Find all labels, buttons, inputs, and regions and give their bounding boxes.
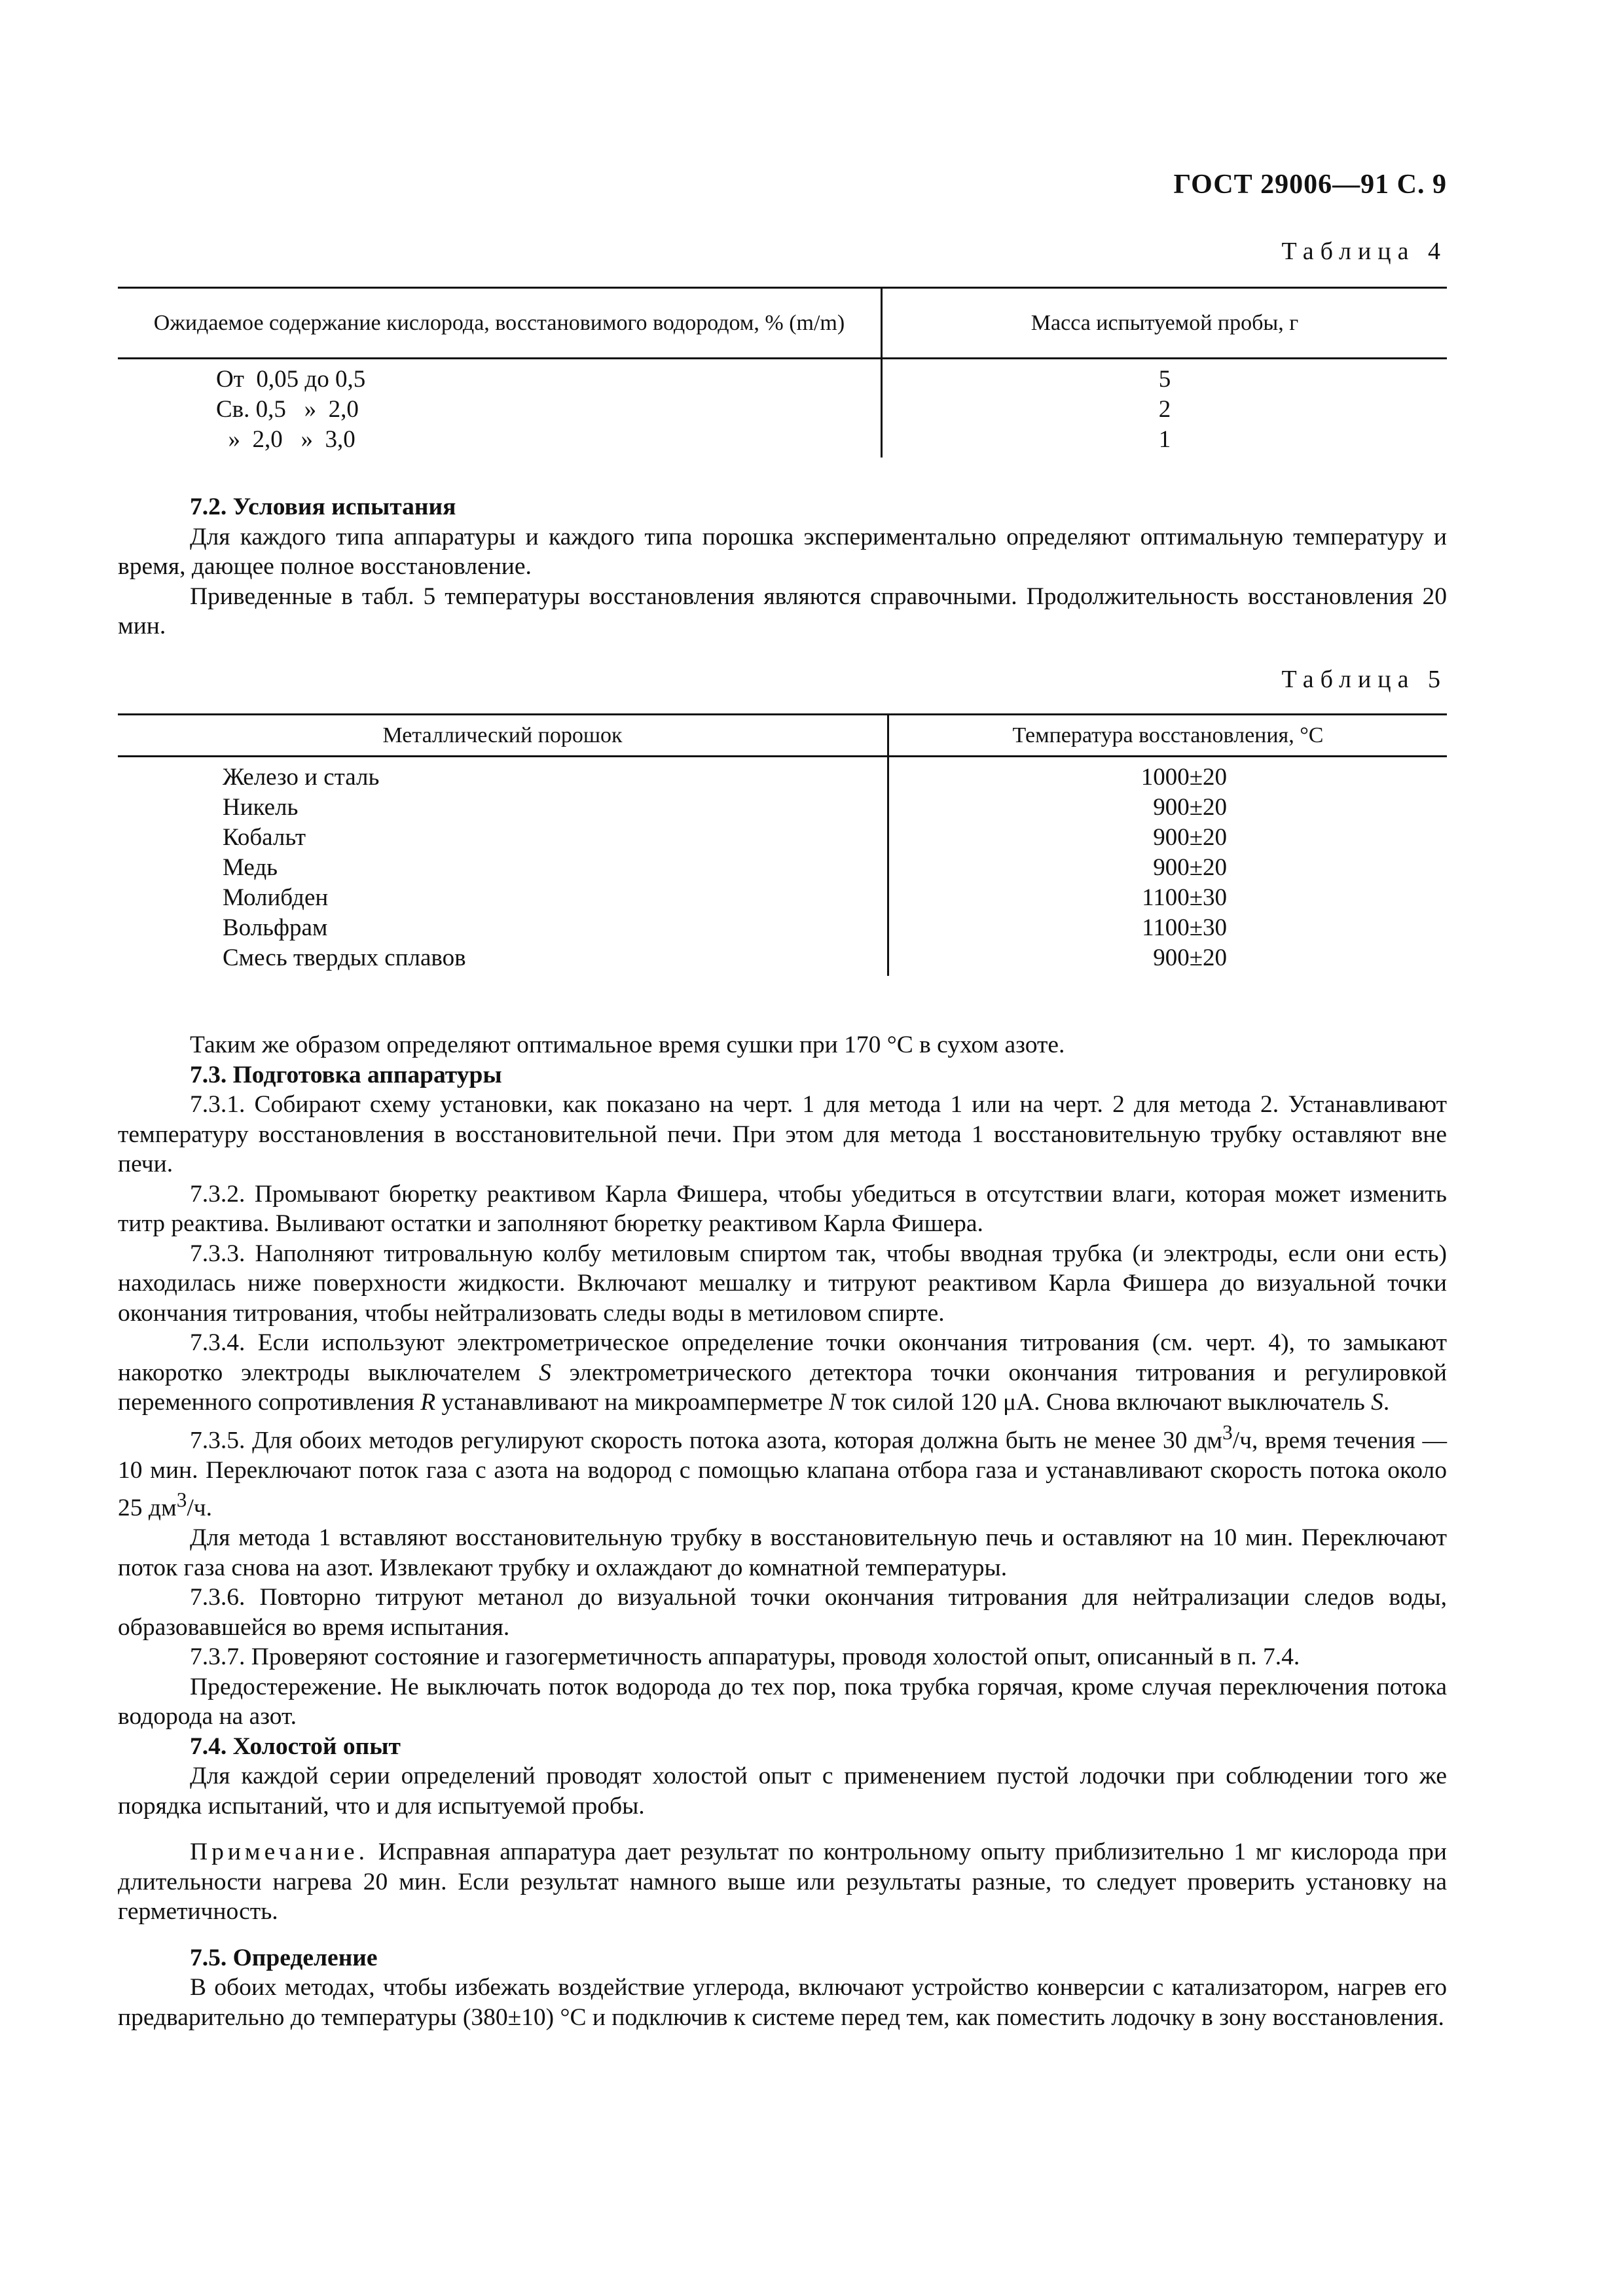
table-row: [118, 757, 1447, 793]
paragraph: Приведенные в табл. 5 температуры восстановления являются справочными. Продолжительность восстановления 20 мин.: [118, 583, 1447, 639]
paragraph: 7.3.2. Промывают бюретку реактивом Карла Фишера, чтобы убедиться в отсутствии влаги, которая может изменить титр реактива. Выливают остатки и заполняют бюретку реактивом Карла Фишера.: [118, 1180, 1447, 1237]
table5-col2-header: Температура восстановления, °С: [888, 715, 1448, 757]
table5-metal: Смесь твердых сплавов: [223, 944, 466, 971]
table4-col1-header: Ожидаемое содержание кислорода, восстановимого водородом, % (m/m): [118, 288, 882, 359]
table4-mass: 2: [882, 395, 1448, 425]
paragraph: Для каждого типа аппаратуры и каждого типа порошка экспериментально определяют оптимальную температуру и время, дающее полное восстановление.: [118, 523, 1447, 580]
table-row: [118, 395, 1447, 425]
paragraph: Таким же образом определяют оптимальное время сушки при 170 °С в сухом азоте.: [190, 1031, 1065, 1058]
main-body: [118, 1030, 1447, 2032]
table-row: [118, 943, 1447, 976]
table5-metal: Вольфрам: [223, 914, 328, 941]
table4-mass: 5: [882, 359, 1448, 395]
note-label: Примечание.: [190, 1839, 369, 1865]
paragraph: В обоих методах, чтобы избежать воздействие углерода, включают устройство конверсии с катализатором, нагрев его предварительно до температуры (380±10) °С и подключив к системе перед тем, как поместить лодочку в зону восстановления.: [118, 1974, 1447, 2031]
note-paragraph: Примечание. Исправная аппаратура дает результат по контрольному опыту приблизительно 1 мг кислорода при длительности нагрева 20 мин. Если результат намного выше или результаты разные, то следует проверить установку на герметичность.: [118, 1839, 1447, 1925]
table-row: [118, 425, 1447, 457]
section-7-2: [118, 492, 1447, 641]
section-heading: 7.4. Холостой опыт: [190, 1732, 401, 1760]
table5-metal: Железо и сталь: [223, 764, 380, 791]
paragraph: 7.3.1. Собирают схему установки, как показано на черт. 1 для метода 1 или на черт. 2 для метода 2. Устанавливают температуру восстановления в восстановительной печи. При этом для метода 1 восстановительную трубку оставляют вне печи.: [118, 1091, 1447, 1177]
paragraph: 7.3.5. Для обоих методов регулируют скорость потока азота, которая должна быть не менее 30 $дм^3/ч$, время течения — 10 мин. Переключают поток газа с азота на водород с помощью клапана отбора газа и устанавливают скорость потока около 25 $дм^3/ч$.: [118, 1420, 1447, 1522]
section-heading: 7.5. Определение: [190, 1944, 378, 1971]
table5-metal: Молибден: [223, 884, 329, 911]
table4-range: Св. 0,5 » 2,0: [216, 396, 359, 423]
page-header: ГОСТ 29006—91 С. 9: [1173, 170, 1447, 200]
table5-temp: 900±20: [888, 793, 1448, 823]
table-row: [118, 359, 1447, 395]
table4: [118, 287, 1447, 457]
table4-col2-header: Масса испытуемой пробы, г: [882, 288, 1448, 359]
section-heading: 7.3. Подготовка аппаратуры: [190, 1061, 502, 1088]
table-row: [118, 793, 1447, 823]
table4-mass: 1: [882, 425, 1448, 457]
table5-temp: 900±20: [888, 943, 1448, 976]
table4-range: » 2,0 » 3,0: [216, 426, 356, 453]
table4-range: От 0,05 до 0,5: [216, 366, 366, 393]
paragraph: Для каждой серии определений проводят холостой опыт с применением пустой лодочки при соблюдении того же порядка испытаний, что и для испытуемой пробы.: [118, 1763, 1447, 1820]
table5-caption: Таблица 5: [1281, 666, 1447, 693]
paragraph: 7.3.6. Повторно титруют метанол до визуальной точки окончания титрования для нейтрализации следов воды, образовавшейся во время испытания.: [118, 1584, 1447, 1641]
paragraph: 7.3.3. Наполняют титровальную колбу метиловым спиртом так, чтобы вводная трубка (и электроды, если они есть) находилась ниже поверхности жидкости. Включают мешалку и титруют реактивом Карла Фишера до визуальной точки окончания титрования, чтобы нейтрализовать следы воды в метиловом спирте.: [118, 1240, 1447, 1327]
table5-metal: Кобальт: [223, 824, 306, 851]
section-heading: 7.2. Условия испытания: [190, 493, 456, 520]
table5-col1-header: Металлический порошок: [118, 715, 888, 757]
table5-temp: 900±20: [888, 853, 1448, 883]
table5-temp: 1100±30: [888, 913, 1448, 943]
table5-temp: 1000±20: [888, 757, 1448, 793]
paragraph: 7.3.4. Если используют электрометрическое определение точки окончания титрования (см. черт. 4), то замыкают накоротко электроды выключателем S электрометрического детектора точки окончания титрования и регулировкой переменного сопротивления R устанавливают на микроамперметре N ток силой 120 μА. Снова включают выключатель S.: [118, 1329, 1447, 1416]
table5-temp: 1100±30: [888, 883, 1448, 913]
table5: [118, 713, 1447, 976]
table4-caption: Таблица 4: [1281, 238, 1447, 265]
table-row: [118, 883, 1447, 913]
paragraph: Для метода 1 вставляют восстановительную трубку в восстановительную печь и оставляют на 10 мин. Переключают поток газа снова на азот. Извлекают трубку и охлаждают до комнатной температуры.: [118, 1524, 1447, 1581]
table-row: [118, 823, 1447, 853]
table5-metal: Никель: [223, 794, 299, 821]
table-row: [118, 913, 1447, 943]
table-row: [118, 853, 1447, 883]
warning-paragraph: Предостережение. Не выключать поток водорода до тех пор, пока трубка горячая, кроме случая переключения потока водорода на азот.: [118, 1673, 1447, 1730]
paragraph: 7.3.7. Проверяют состояние и газогерметичность аппаратуры, проводя холостой опыт, описанный в п. 7.4.: [190, 1643, 1300, 1670]
table5-temp: 900±20: [888, 823, 1448, 853]
table5-metal: Медь: [223, 854, 278, 881]
